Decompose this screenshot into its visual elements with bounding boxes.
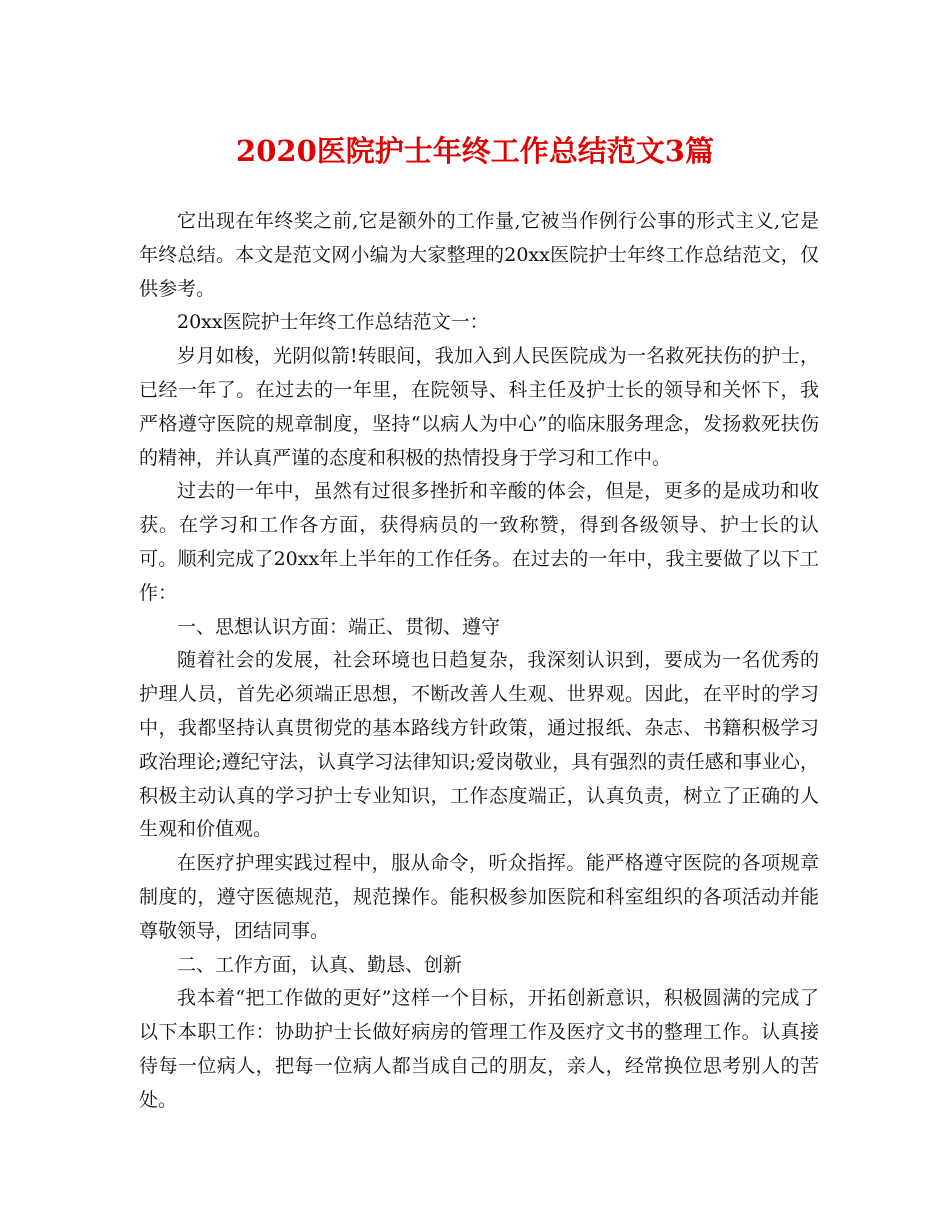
- paragraph-4: 在医疗护理实践过程中，服从命令，听众指挥。能严格遵守医院的各项规章制度的，遵守医德规范，规范操作。能积极参加医院和科室组织的各项活动并能尊敬领导，团结同事。: [139, 852, 819, 942]
- paragraph-subheading-2: 二、工作方面，认真、勤恳、创新: [177, 953, 463, 976]
- paragraph-subheading-1: 一、思想认识方面：端正、贯彻、遵守: [177, 615, 501, 638]
- paragraph-2: 过去的一年中，虽然有过很多挫折和辛酸的体会，但是，更多的是成功和收获。在学习和工作各方面，获得病员的一致称赞，得到各级领导、护士长的认可。顺利完成了20xx年上半年的工作任务。在过去的一年中，我主要做了以下工作：: [139, 480, 819, 604]
- paragraph-5: 我本着“把工作做的更好”这样一个目标，开拓创新意识，积极圆满的完成了以下本职工作：协助护士长做好病房的管理工作及医疗文书的整理工作。认真接待每一位病人，把每一位病人都当成自己的朋友，亲人，经常换位思考别人的苦处。: [139, 987, 819, 1111]
- paragraph-1: 岁月如梭，光阴似箭!转眼间，我加入到人民医院成为一名救死扶伤的护士，已经一年了。在过去的一年里，在院领导、科主任及护士长的领导和关怀下，我严格遵守医院的规章制度，坚持“以病人为中心”的临床服务理念，发扬救死扶伤的精神，并认真严谨的态度和积极的热情投身于学习和工作中。: [139, 345, 819, 469]
- paragraph-section-heading-1: 20xx医院护士年终工作总结范文一：: [177, 311, 489, 334]
- paragraph-3: 随着社会的发展，社会环境也日趋复杂，我深刻认识到，要成为一名优秀的护理人员，首先必须端正思想，不断改善人生观、世界观。因此，在平时的学习中，我都坚持认真贯彻党的基本路线方针政策，通过报纸、杂志、书籍积极学习政治理论;遵纪守法，认真学习法律知识;爱岗敬业，具有强烈的责任感和事业心，积极主动认真的学习护士专业知识，工作态度端正，认真负责，树立了正确的人生观和价值观。: [139, 649, 819, 841]
- document-title: 2020医院护士年终工作总结范文3篇: [236, 134, 714, 168]
- paragraph-intro: 它出现在年终奖之前,它是额外的工作量,它被当作例行公事的形式主义,它是年终总结。本文是范文网小编为大家整理的20xx医院护士年终工作总结范文，仅供参考。: [139, 210, 819, 300]
- document-body: [139, 205, 819, 1118]
